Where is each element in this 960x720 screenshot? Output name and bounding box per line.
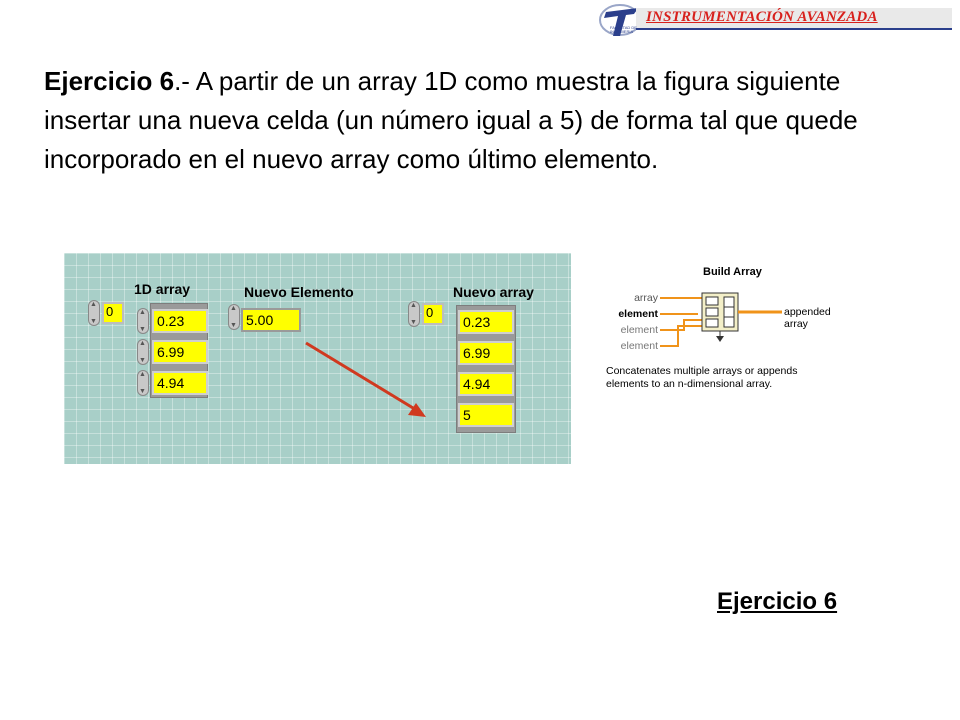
- array1d-label: 1D array: [134, 281, 191, 297]
- new-array-label: Nuevo array: [453, 284, 534, 300]
- new-element-value[interactable]: 5.00: [241, 308, 301, 332]
- input-label-element-1: element: [618, 308, 658, 320]
- new-array-index[interactable]: [408, 301, 444, 327]
- logo-caption: FACULTAD DE INGENIERIA: [610, 25, 637, 34]
- labview-front-panel: [64, 253, 571, 464]
- new-array-index-spinner-icon[interactable]: [408, 301, 420, 327]
- build-array-title: Build Array: [703, 266, 762, 278]
- output-label: appended array: [784, 306, 831, 330]
- exercise-heading: Ejercicio 6: [44, 66, 175, 96]
- build-array-node-icon: [660, 290, 784, 360]
- exercise-caption: Ejercicio 6: [717, 588, 838, 615]
- array1d-cell-2[interactable]: 4.94: [152, 371, 208, 395]
- input-label-element-3: element: [620, 340, 658, 352]
- input-label-array: array: [634, 292, 658, 304]
- header-title: INSTRUMENTACIÓN AVANZADA: [646, 9, 878, 25]
- build-array-description: Concatenates multiple arrays or appends elements to an n-dimensional array.: [606, 365, 798, 390]
- input-label-element-2: element: [620, 324, 658, 336]
- new-array-cell-3: 5: [458, 403, 514, 427]
- new-element-spinner-icon[interactable]: [228, 304, 240, 330]
- new-array-index-value[interactable]: 0: [422, 303, 444, 325]
- array1d-cell-1[interactable]: 6.99: [152, 340, 208, 364]
- new-array-cell-0: 0.23: [458, 310, 514, 334]
- array1d-cell1-spinner-icon[interactable]: [137, 339, 149, 365]
- array1d-index-value[interactable]: 0: [102, 302, 124, 324]
- array1d-index[interactable]: [88, 300, 124, 326]
- exercise-statement: [44, 62, 914, 179]
- array1d-cell0-spinner-icon[interactable]: [137, 308, 149, 334]
- new-element-label: Nuevo Elemento: [244, 284, 354, 300]
- new-array-cell-2: 4.94: [458, 372, 514, 396]
- insertion-arrow-icon: [294, 335, 434, 425]
- array1d-index-spinner-icon[interactable]: [88, 300, 100, 326]
- header-banner: [598, 2, 954, 42]
- new-array-cell-1: 6.99: [458, 341, 514, 365]
- array1d-cell-0[interactable]: 0.23: [152, 309, 208, 333]
- array1d-cell2-spinner-icon[interactable]: [137, 370, 149, 396]
- exercise-text: .- A partir de un array 1D como muestra la figura siguiente insertar una nueva celda (un número igual a 5) de forma tal que quede incorporado en el nuevo array como último elemento.: [44, 66, 858, 174]
- build-array-help: [598, 258, 838, 408]
